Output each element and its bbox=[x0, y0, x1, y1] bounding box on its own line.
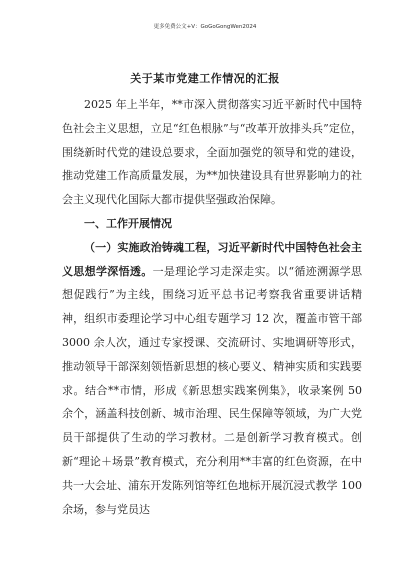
header-note: 更多免费公文+V：GoGoGongWen2024 bbox=[153, 24, 257, 30]
subsection-text: 一是理论学习走深走实。以“循迹溯源学思想促践行”为主线，围绕习近平总书记考察我省重要讲话精神，组织市委理论学习中心组专题学习 12 次，覆盖市管干部 3000 余人次，通过专家授课、交流研讨、实地调研等形式，推动领导干部深刻领悟新思想的核心要义、精神实质和实践要求。结合**市情，形成《新思想实践案例集》，收录案例 50 余个，涵盖科技创新、城市治理、民生保障等领域，为广大党员干部提供了生动的学习教材。二是创新学习教育模式。创新“理论＋场景”教育模式，充分利用**丰富的红色资源，在中共一大会址、浦东开发陈列馆等红色地标开展沉浸式教学 100 余场，参与党员达 bbox=[62, 264, 362, 516]
document-body bbox=[62, 93, 362, 521]
document-title: 关于某市党建工作情况的汇报 bbox=[130, 72, 280, 85]
intro-paragraph: 2025 年上半年，**市深入贯彻落实习近平新时代中国特色社会主义思想，立足“红色根脉”与“改革开放排头兵”定位，围绕新时代党的建设总要求，全面加强党的领导和党的建设，推动党建工作高质量发展，为**加快建设具有世界影响力的社会主义现代化国际大都市提供坚强政治保障。 bbox=[62, 98, 362, 207]
section-heading: 一、工作开展情况 bbox=[84, 216, 172, 230]
subsection-paragraph bbox=[62, 236, 362, 522]
subsection-lead: （一）实施政治铸魂工程，习近平新时代中国特色社会主义思想学深悟透。 bbox=[62, 240, 362, 278]
